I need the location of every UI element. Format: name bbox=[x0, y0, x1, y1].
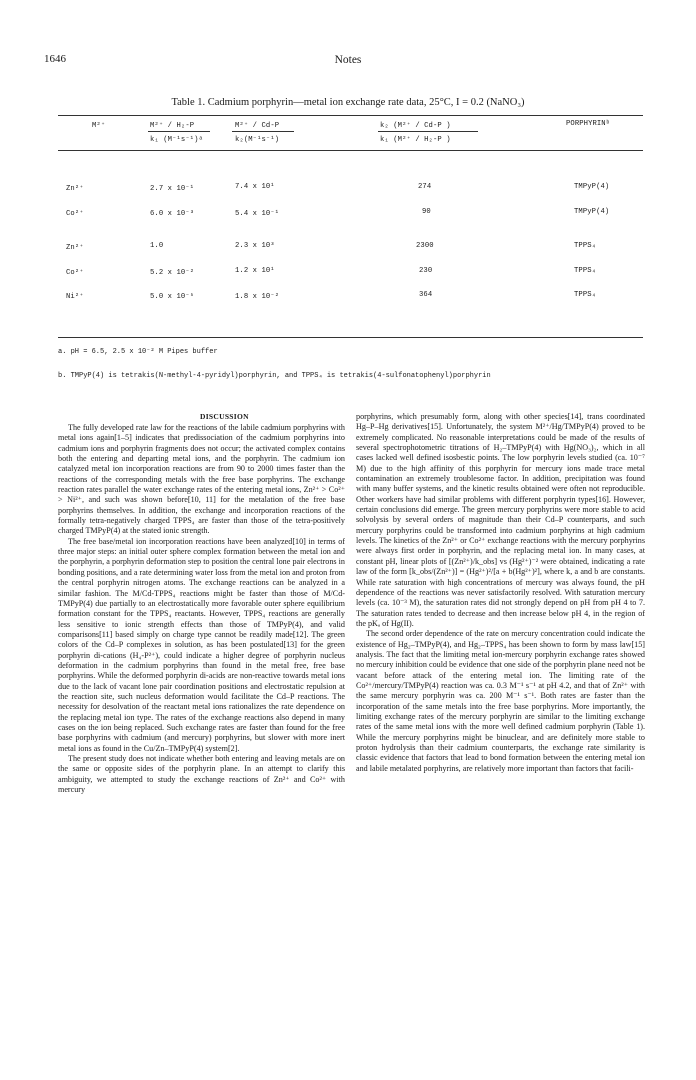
cell-k1: 1.0 bbox=[150, 242, 164, 250]
table-top-rule bbox=[58, 115, 643, 116]
header-k2-top: M²⁺ / Cd-P bbox=[235, 122, 280, 130]
table-bottom-rule bbox=[58, 337, 643, 338]
header-k1-top: M²⁺ / H₂-P bbox=[150, 122, 195, 130]
cell-ratio: 90 bbox=[422, 208, 431, 216]
cell-k2: 2.3 x 10³ bbox=[235, 242, 275, 250]
footnote-b: b. TMPyP(4) is tetrakis(N-methyl-4-pyridyl)porphyrin, and TPPS₄ is tetrakis(4-sulfonatophenyl)porphyrin bbox=[58, 372, 491, 380]
header-ratio-bottom: k₁ (M²⁺ / H₂-P ) bbox=[380, 136, 451, 144]
cell-k2: 7.4 x 10¹ bbox=[235, 183, 275, 191]
cell-ratio: 2300 bbox=[416, 242, 434, 250]
cell-ratio: 230 bbox=[419, 267, 433, 275]
paragraph: The second order dependence of the rate on mercury concentration could indicate the existence of Hg₂–TMPyP(4), and Hg₂–TPPS₄ has been shown to form by mass law[15] analysis. The fact that the limiting metal ion-mercury porphyrin exchange rates showed no mercury inhibition could be evidence that one side of the porphyrin plane need not be vacant before attack of the entering metal ion. The limiting rate of the Co²⁺/mercury/TMPyP(4) reaction was ca. 0.3 M⁻¹ s⁻¹ at pH 4.2, and that of Zn²⁺ with the same mercury porphyrin was ca. 200 M⁻¹ s⁻¹. Both rates are faster than the incorporation of the same metals into the free base porphyrins. More importantly, the limiting exchange rates of the mercury porphyrin are similar to the limiting exchange rates of the same metal ions with the more well defined cadmium porphyrin (Table 1). While the mercury porphyrins might be binuclear, and are definitely more stable to proton hydrolysis than their cadmium counterparts, the exchange rate similarity is classic evidence that factors that lead to bond formation between the entering metal ion and labile metalated porphyrins, are relatively more important than factors that facili- bbox=[356, 629, 645, 773]
header-porphyrin: PORPHYRINᵇ bbox=[566, 120, 611, 128]
header-k1-bottom: k₁ (M⁻¹s⁻¹)ᵃ bbox=[150, 136, 203, 144]
cell-metal: Co²⁺ bbox=[66, 269, 84, 277]
paragraph: The free base/metal ion incorporation reactions have been analyzed[10] in terms of three major steps: an initial outer sphere complex formation between the metal ion and the porphyrin, a porphyrin deformation step to position the central lone pair electrons in bonding positions, and a rate determining water loss from the metal ion and proton from the central porphyrin nitrogen atoms. The exchange reactions can be analyzed in a similar fashion. The M/Cd-TPPS₄ reactions might be faster than those of M/Cd-TMPyP(4) due partially to an electrostatically more favorable outer sphere equilibrium formation constant for the TPPS₄ reactants. However, TPPS₄ reactions are generally less sensitive to ionic strength effects than those of TMPyP(4), and valid comparisons[11] based simply on charge type cannot be readily made[12]. The green colors of the Cd–P complexes in solution, as has been postulated[13] for the green porphyrin di-cations (H₄-P²⁺), could indicate a higher degree of porphyrin nucleus deformation in the cadmium porphyrins than found in the metal free, free base porphyrins. While the deformed porphyrin di-acids are non-reactive towards metal ions due to the lack of vacant lone pair coordination positions and electrostatic repulsion at the reaction site, such nucleus deformation would facilitate the Cd–P reactions. The necessity for desolvation of the reactant metal ions rationalizes the rate dependence on the replacing metal ion type. The rates of the exchange reactions also depend in many cases on the ion being replaced. Such exchange rates are faster than found for the free base porphyrins with cadmium (and mercury) porphyrins, but slower with more inert metal ions as found in the Cu/Zn–TMPyP(4) system[2]. bbox=[58, 536, 345, 753]
cell-ratio: 364 bbox=[419, 291, 433, 299]
cell-k1: 6.0 x 10⁻³ bbox=[150, 210, 195, 218]
cell-k2: 5.4 x 10⁻¹ bbox=[235, 210, 280, 218]
cell-porphyrin: TPPS₄ bbox=[574, 267, 597, 275]
cell-ratio: 274 bbox=[418, 183, 432, 191]
cell-k2: 1.8 x 10⁻² bbox=[235, 293, 280, 301]
cell-k1: 5.0 x 10⁻⁵ bbox=[150, 293, 195, 301]
cell-k1: 2.7 x 10⁻¹ bbox=[150, 185, 195, 193]
cell-porphyrin: TMPyP(4) bbox=[574, 208, 610, 216]
paragraph: The present study does not indicate whether both entering and leaving metals are on the same or opposite sides of the porphyrin plane. In an attempt to clarify this ambiguity, we attempted to study the exchange reactions of Zn²⁺ and Co²⁺ with mercury bbox=[58, 754, 345, 795]
cell-k2: 1.2 x 10¹ bbox=[235, 267, 275, 275]
cell-metal: Zn²⁺ bbox=[66, 185, 84, 193]
header-ratio-divider bbox=[378, 131, 478, 132]
header-k1-divider bbox=[148, 131, 210, 132]
header-metal: M²⁺ bbox=[92, 122, 106, 130]
cell-k1: 5.2 x 10⁻² bbox=[150, 269, 195, 277]
footnote-a: a. pH = 6.5, 2.5 x 10⁻² M Pipes buffer bbox=[58, 348, 218, 356]
right-column bbox=[356, 412, 645, 774]
cell-metal: Ni²⁺ bbox=[66, 293, 84, 301]
header-k2-divider bbox=[232, 131, 294, 132]
header-k2-bottom: k₂(M⁻¹s⁻¹) bbox=[235, 136, 280, 144]
page-number: 1646 bbox=[44, 53, 66, 65]
paragraph: porphyrins, which presumably form, along with other species[14], trans coordinated Hg–P–Hg derivatives[15]. Unfortunately, the system M²⁺/Hg/TMPyP(4) proved to be extremely complicated. No reasonable interpretations could be made of the results of several spectrophotometric titrations of H₂–TMPyP(4) with Hg(NO₃)₂, which in all cases lacked well defined isosbestic points. The low porphyrin levels studied (ca. 10⁻⁷ M) due to the high affinity of this porphyrin for mercury ions made trace metal contamination an extremely troublesome factor. In addition, precipitation was found with many buffer systems, and the kinetic results obtained were often not reproducible. Other workers have had similar problems with different porphyrin types[16]. However, certain conclusions did emerge. The green mercury porphyrins were more stable to acid solvolysis by several orders of magnitude than their Cd–P counterparts, and such mercury porphyrins could be transformed into cadmium porphyrins at high cadmium levels. The kinetics of the Zn²⁺ or Co²⁺ exchange reactions with the mercury porphyrins were always first order in porphyrin, and the replacing metal ion. In many cases, at constant pH, linear plots of [(Zn²⁺)/k_obs] vs (Hg²⁺)⁻² were obtained, indicating a rate law of the form [k_obs/(Zn²⁺)] = (Hg²⁺)²/[a + b(Hg²⁺)²], where k, a and b are constants. While rate saturation with high concentrations of mercury was always found, the pH dependence of the reactions was never satisfactorily resolved. With saturation mercury levels (ca. 10⁻³ M), the saturation rates did not strongly depend on pH from pH 4 to 7. The saturation rates tended to decrease and then increase below pH 4, in the region of the pKₐ of Hg(II). bbox=[356, 412, 645, 628]
cell-metal: Co²⁺ bbox=[66, 210, 84, 218]
left-column bbox=[58, 423, 345, 795]
header-bottom-rule bbox=[58, 150, 643, 151]
cell-porphyrin: TPPS₄ bbox=[574, 291, 597, 299]
cell-porphyrin: TMPyP(4) bbox=[574, 183, 610, 191]
running-head: Notes bbox=[334, 54, 362, 66]
paragraph: The fully developed rate law for the reactions of the labile cadmium porphyrins with metal ions again[1–5] indicates that predissociation of the cadmium porphyrins into cadmium ions and porphyrin fragments does not occur; the activated complex contains both the entering and departing metal ions, and the porphyrin. The cadmium ion catalyzed metal ion incorporation reactions are from 90 to 2000 times faster than the reactions of the corresponding metals with the free base porphyrins. The exchange reaction rates parallel the water exchange rates of the entering metal ions, Zn²⁺ > Co²⁺ > Ni²⁺, and such was shown before[10, 11] for the metalation of the free base porphyrins themselves. In addition, the exchange and incorporation reactions of the formally tetra-negatively charged TPPS₄ are faster than those of the tetra-positively charged TMPyP(4) at the stated ionic strength. bbox=[58, 423, 345, 536]
table-caption: Table 1. Cadmium porphyrin—metal ion exchange rate data, 25°C, I = 0.2 (NaNO₃) bbox=[171, 97, 525, 108]
cell-metal: Zn²⁺ bbox=[66, 244, 84, 252]
section-title: DISCUSSION bbox=[200, 412, 249, 421]
cell-porphyrin: TPPS₄ bbox=[574, 242, 597, 250]
header-ratio-top: k₂ (M²⁺ / Cd-P ) bbox=[380, 122, 451, 130]
